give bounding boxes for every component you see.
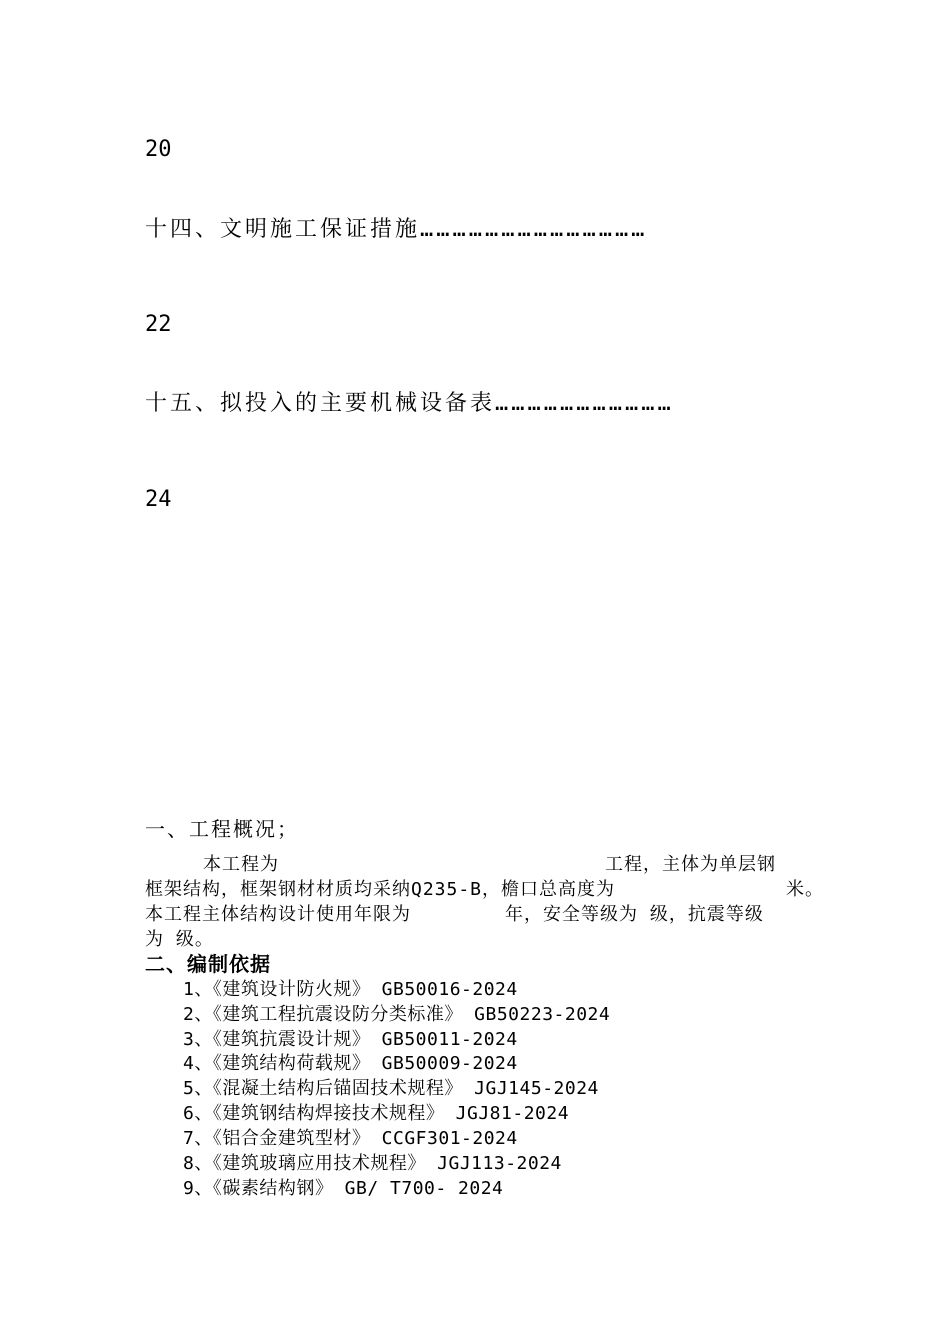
reference-item: 5、《混凝土结构后锚固技术规程》 JGJ145-2024 [183, 1078, 599, 1099]
reference-item: 8、《建筑玻璃应用技术规程》 JGJ113-2024 [183, 1153, 562, 1174]
overview-text: 为 级。 [145, 929, 214, 950]
overview-text: 米。 [786, 879, 824, 900]
reference-item: 2、《建筑工程抗震设防分类标准》 GB50223-2024 [183, 1004, 611, 1025]
toc-item-14[interactable]: 十四、文明施工保证措施…………………………………… [145, 217, 648, 242]
overview-text: 本工程为 [203, 854, 279, 875]
section-heading-basis: 二、编制依据 [145, 952, 271, 976]
overview-text: 本工程主体结构设计使用年限为 [145, 904, 411, 925]
overview-text: 工程，主体为单层钢 [605, 854, 776, 875]
toc-page-number: 20 [145, 137, 172, 162]
toc-item-15[interactable]: 十五、拟投入的主要机械设备表…………………………… [145, 391, 674, 416]
overview-text: 框架结构，框架钢材材质均采纳Q235-B，檐口总高度为 [145, 879, 616, 900]
reference-item: 3、《建筑抗震设计规》 GB50011-2024 [183, 1029, 518, 1050]
overview-text: 年，安全等级为 级，抗震等级 [505, 904, 764, 925]
reference-item: 1、《建筑设计防火规》 GB50016-2024 [183, 979, 518, 1000]
section-heading-overview: 一、工程概况； [145, 817, 299, 841]
reference-item: 4、《建筑结构荷载规》 GB50009-2024 [183, 1053, 518, 1074]
reference-item: 7、《铝合金建筑型材》 CCGF301-2024 [183, 1128, 518, 1149]
reference-item: 9、《碳素结构钢》 GB/ T700- 2024 [183, 1178, 504, 1199]
reference-item: 6、《建筑钢结构焊接技术规程》 JGJ81-2024 [183, 1103, 570, 1124]
toc-page-number: 22 [145, 312, 172, 337]
toc-page-number: 24 [145, 487, 172, 512]
